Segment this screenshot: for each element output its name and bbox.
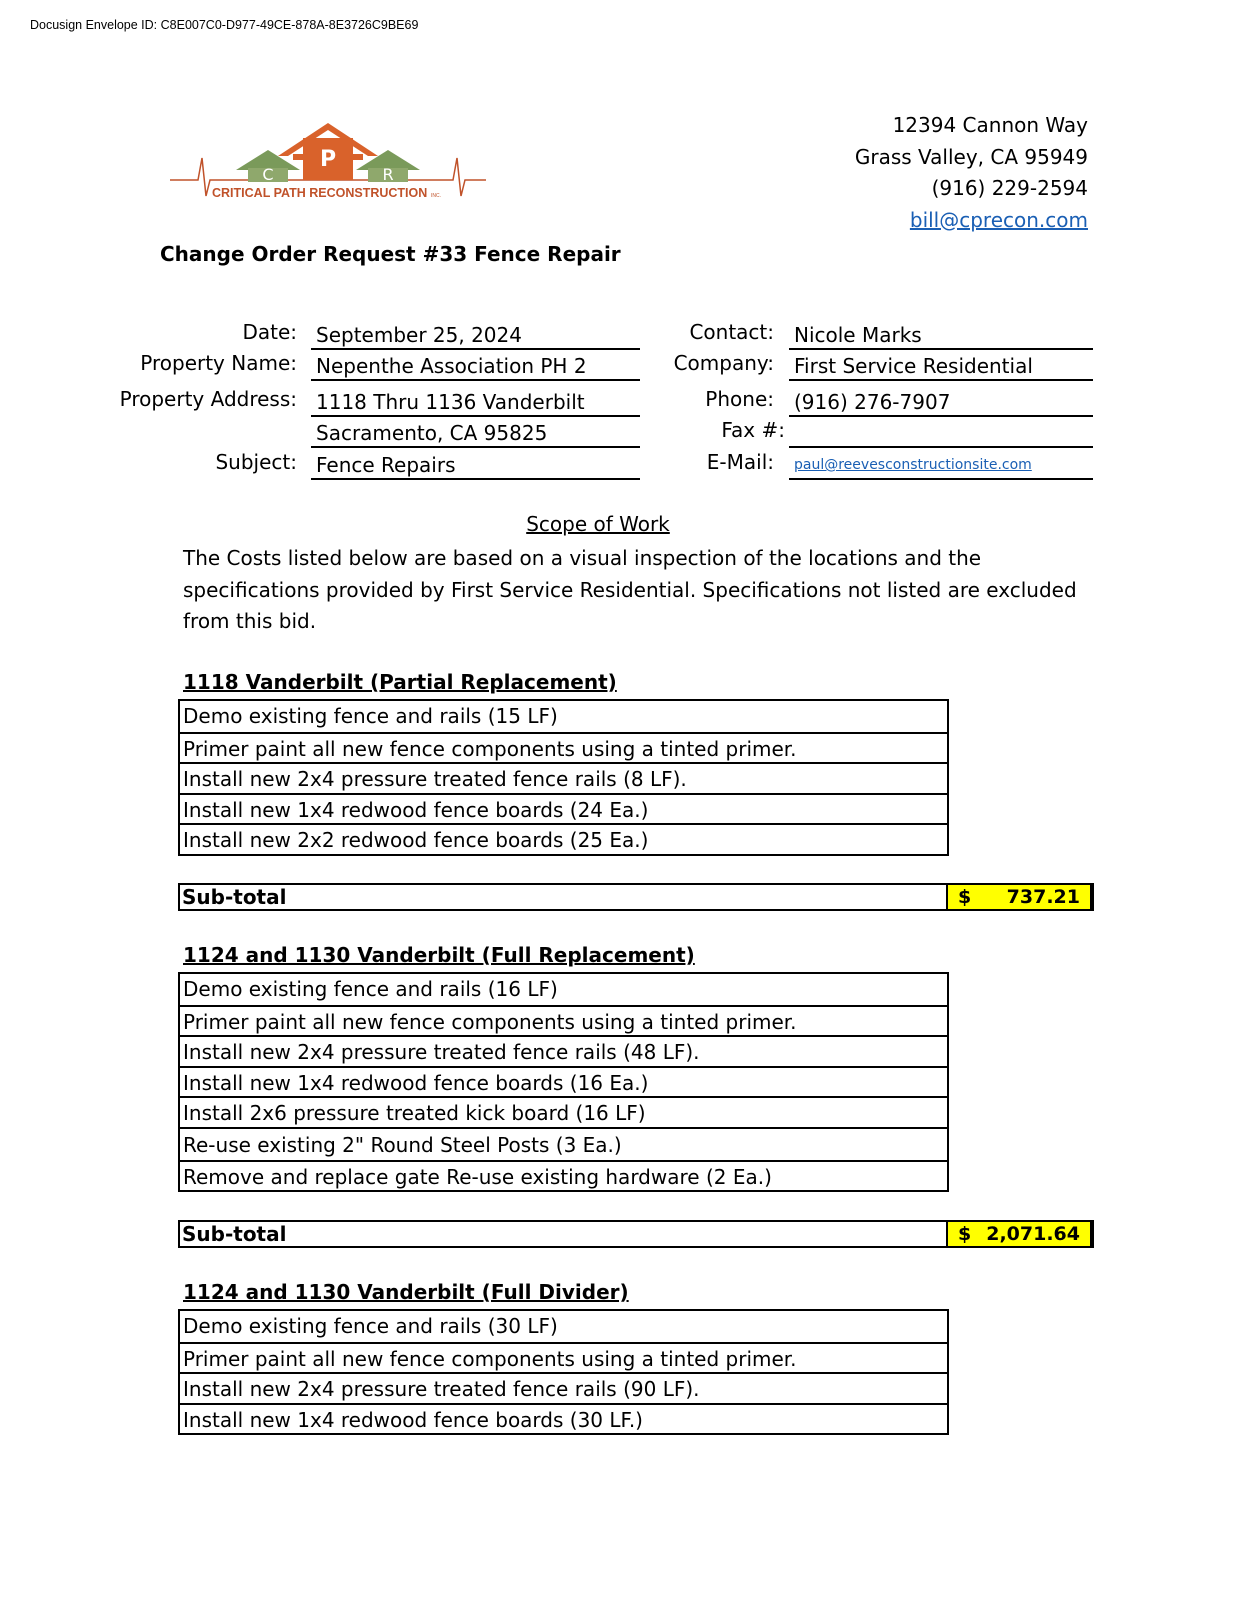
section-items-table: [178, 972, 949, 1192]
fax-value: [789, 418, 1093, 448]
logo-company-name: CRITICAL PATH RECONSTRUCTION: [212, 186, 428, 200]
property-name-label: Property Name:: [140, 351, 297, 375]
section-items-table: [178, 699, 949, 856]
table-row: Primer paint all new fence components using a tinted primer.: [180, 1005, 947, 1036]
date-value: September 25, 2024: [311, 320, 640, 350]
table-row: Demo existing fence and rails (15 LF): [183, 704, 558, 728]
section-items-table: [178, 1309, 949, 1435]
email-label: E-Mail:: [706, 450, 774, 474]
table-row: Install new 1x4 redwood fence boards (16 Ea.): [180, 1066, 947, 1097]
subtotal-amount: [946, 1220, 1092, 1248]
company-phone: (916) 229-2594: [931, 176, 1088, 200]
logo-letter-p: P: [319, 147, 337, 172]
subtotal-row: [178, 1220, 1094, 1248]
subtotal-amount: [946, 883, 1092, 911]
address-line1-value: 1118 Thru 1136 Vanderbilt: [311, 387, 640, 417]
subtotal-value: 737.21: [1006, 886, 1080, 908]
section-heading: 1118 Vanderbilt (Partial Replacement): [183, 670, 617, 694]
fax-label: Fax #:: [721, 418, 785, 442]
scope-title: Scope of Work: [526, 512, 670, 536]
logo-letter-c: C: [262, 165, 274, 184]
currency-symbol: $: [958, 886, 972, 908]
document-title: Change Order Request #33 Fence Repair: [160, 242, 621, 266]
section-heading: 1124 and 1130 Vanderbilt (Full Replacement): [183, 943, 695, 967]
table-row: Install new 2x2 redwood fence boards (25 Ea.): [180, 823, 947, 854]
logo-letter-r: R: [382, 165, 394, 184]
currency-symbol: $: [958, 1223, 972, 1245]
table-row: Install new 1x4 redwood fence boards (30 LF.): [180, 1403, 947, 1434]
company-city: Grass Valley, CA 95949: [854, 144, 1088, 169]
company-email-link[interactable]: bill@cprecon.com: [909, 207, 1088, 232]
company-logo: [168, 118, 488, 208]
section-heading: 1124 and 1130 Vanderbilt (Full Divider): [183, 1280, 629, 1304]
table-row: Demo existing fence and rails (16 LF): [183, 977, 558, 1001]
table-row: Re-use existing 2" Round Steel Posts (3 Ea.): [180, 1127, 947, 1160]
company-label: Company:: [673, 351, 774, 375]
company-street: 12394 Cannon Way: [892, 113, 1088, 137]
company-address: [855, 110, 1088, 236]
address-line2-value: Sacramento, CA 95825: [311, 418, 640, 448]
company-value: First Service Residential: [789, 351, 1093, 381]
table-row: Install new 2x4 pressure treated fence rails (8 LF).: [180, 762, 947, 793]
subject-label: Subject:: [215, 450, 297, 474]
date-label: Date:: [242, 320, 297, 344]
table-row: Install new 1x4 redwood fence boards (24 Ea.): [180, 793, 947, 824]
contact-value: Nicole Marks: [789, 320, 1093, 350]
subtotal-value: 2,071.64: [986, 1223, 1080, 1245]
table-row: Remove and replace gate Re-use existing hardware (2 Ea.): [180, 1160, 947, 1191]
subtotal-label: Sub-total: [182, 885, 287, 909]
logo-suffix: INC.: [431, 193, 441, 199]
subtotal-row: [178, 883, 1094, 911]
property-address-label: Property Address:: [119, 387, 297, 411]
table-row: Install 2x6 pressure treated kick board (16 LF): [180, 1096, 947, 1127]
table-row: Install new 2x4 pressure treated fence rails (90 LF).: [180, 1372, 947, 1403]
table-row: Demo existing fence and rails (30 LF): [183, 1314, 558, 1338]
subtotal-label: Sub-total: [182, 1222, 287, 1246]
contact-email-link[interactable]: paul@reevesconstructionsite.com: [789, 450, 1093, 480]
subject-value: Fence Repairs: [311, 450, 640, 480]
table-row: Install new 2x4 pressure treated fence rails (48 LF).: [180, 1035, 947, 1066]
scope-text: The Costs listed below are based on a visual inspection of the locations and the specifications provided by First Service Residential. Specifications not listed are excluded from this bid.: [183, 546, 1077, 633]
property-name-value: Nepenthe Association PH 2: [311, 351, 640, 381]
envelope-id: Docusign Envelope ID: C8E007C0-D977-49CE-878A-8E3726C9BE69: [30, 18, 419, 32]
phone-value: (916) 276-7907: [789, 387, 1093, 417]
phone-label: Phone:: [705, 387, 774, 411]
table-row: Primer paint all new fence components using a tinted primer.: [180, 1342, 947, 1373]
table-row: Primer paint all new fence components using a tinted primer.: [180, 732, 947, 763]
contact-label: Contact:: [689, 320, 774, 344]
